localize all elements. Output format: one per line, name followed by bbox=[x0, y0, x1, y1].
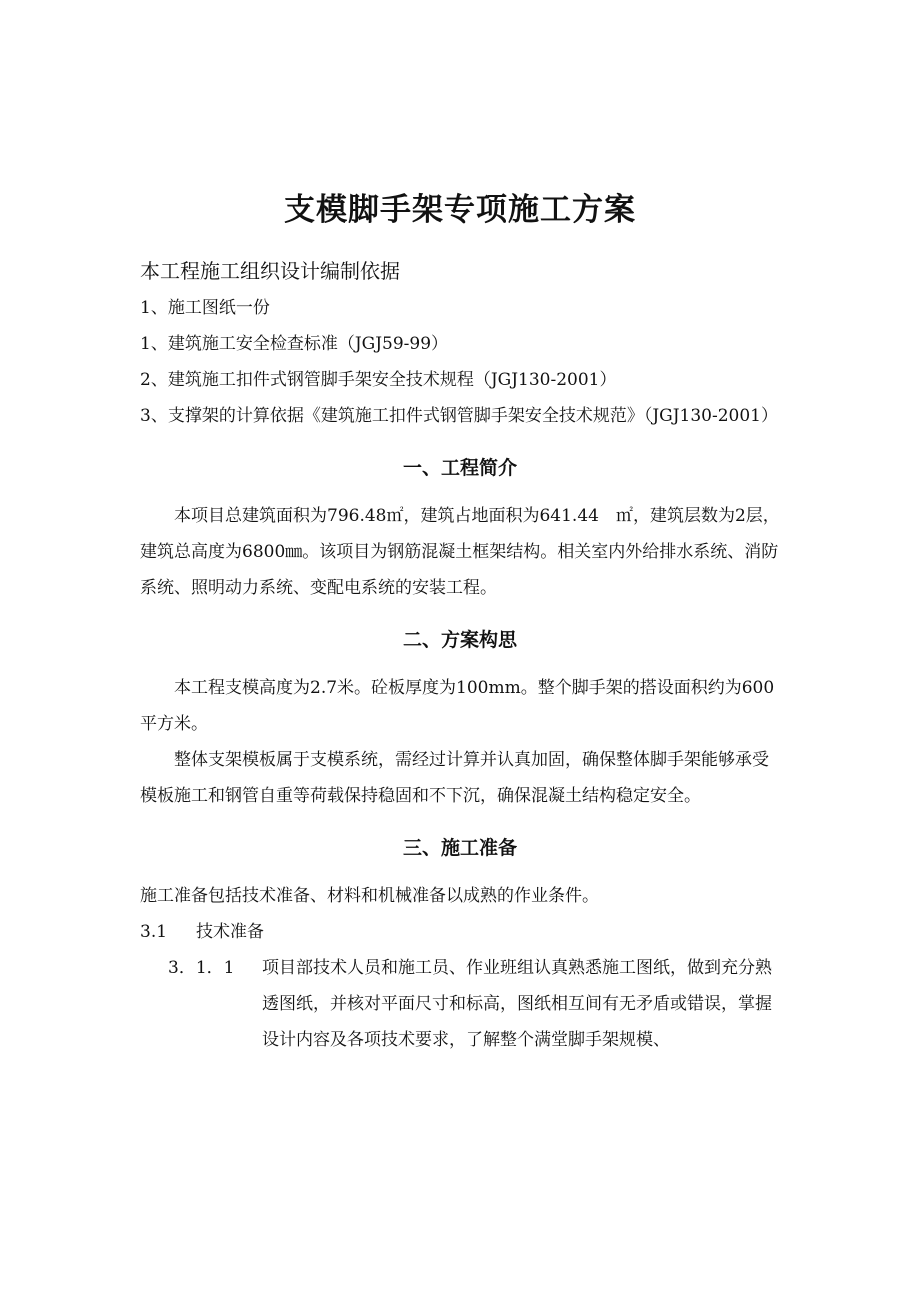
basis-item: 1、施工图纸一份 bbox=[140, 298, 270, 318]
clause-number: 3．1．1 bbox=[168, 958, 235, 978]
basis-list bbox=[140, 290, 780, 434]
construction-prep-intro: 施工准备包括技术准备、材料和机械准备以成熟的作业条件。 bbox=[140, 886, 599, 906]
subsection-technical-prep bbox=[140, 914, 780, 950]
section-heading-scheme-concept: 二、方案构思 bbox=[402, 629, 517, 651]
clause-text: 项目部技术人员和施工员、作业班组认真熟悉施工图纸，做到充分熟透图纸，并核对平面尺寸和标高，图纸相互间有无矛盾或错误，掌握设计内容及各项技术要求，了解整个满堂脚手架规模、 bbox=[262, 958, 772, 1050]
basis-item: 3、支撑架的计算依据《建筑施工扣件式钢管脚手架安全技术规范》（JGJ130-2001） bbox=[140, 406, 778, 426]
clause-row bbox=[168, 950, 780, 1058]
basis-heading: 本工程施工组织设计编制依据 bbox=[140, 259, 400, 283]
basis-item: 2、建筑施工扣件式钢管脚手架安全技术规程（JGJ130-2001） bbox=[140, 370, 617, 390]
section-heading-project-overview: 一、工程简介 bbox=[402, 457, 517, 479]
scheme-concept-paragraph: 本工程支模高度为2.7米。砼板厚度为100mm。整个脚手架的搭设面积约为600平方米。 bbox=[140, 678, 775, 734]
subsection-number: 3.1 bbox=[140, 922, 168, 942]
document-title: 支模脚手架专项施工方案 bbox=[284, 192, 636, 228]
subsection-title: 技术准备 bbox=[196, 922, 264, 942]
basis-item: 1、建筑施工安全检查标准（JGJ59-99） bbox=[140, 334, 449, 354]
scheme-concept-paragraph: 整体支架模板属于支模系统，需经过计算并认真加固，确保整体脚手架能够承受模板施工和钢管自重等荷载保持稳固和不下沉，确保混凝土结构稳定安全。 bbox=[140, 750, 769, 806]
project-overview-paragraph: 本项目总建筑面积为796.48㎡，建筑占地面积为641.44 ㎡，建筑层数为2层，建筑总高度为6800㎜。该项目为钢筋混凝土框架结构。相关室内外给排水系统、消防系统、照明动力系统、变配电系统的安装工程。 bbox=[140, 506, 780, 598]
section-heading-construction-prep: 三、施工准备 bbox=[402, 837, 517, 859]
